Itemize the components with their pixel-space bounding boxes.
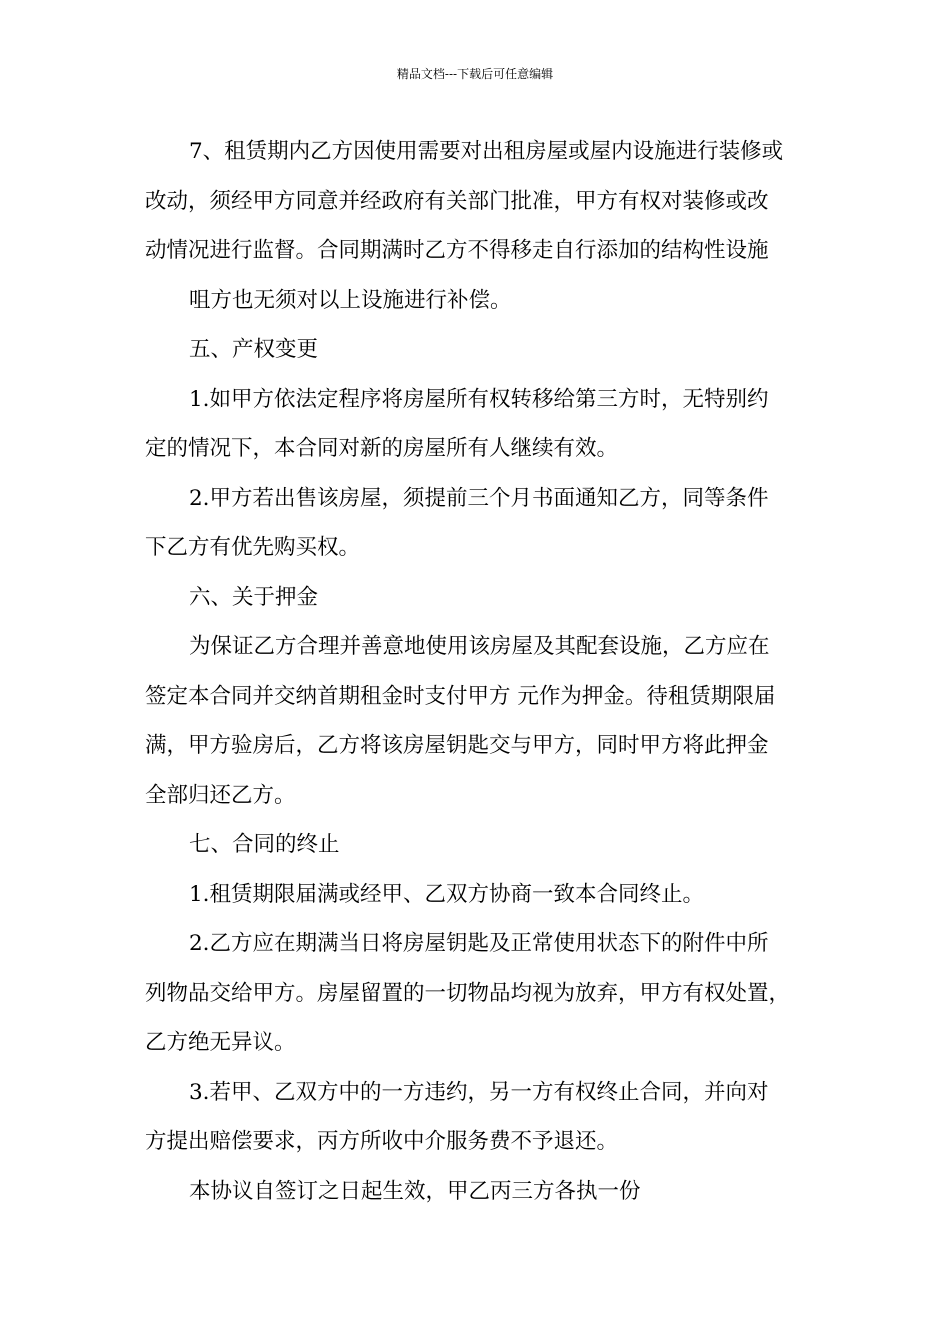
paragraph-line: 2.甲方若出售该房屋，须提前三个月书面通知乙方，同等条件 [189,485,769,511]
paragraph-line: 7、租赁期内乙方因使用需要对出租房屋或屋内设施进行装修或 [189,139,784,164]
paragraph-line: 乙方绝无异议。 [145,1030,296,1055]
paragraph-line: 下乙方有优先购买权。 [145,535,361,560]
section-heading: 五、产权变更 [189,337,319,362]
paragraph-line: 改动，须经甲方同意并经政府有关部门批准，甲方有权对装修或改 [145,188,769,214]
paragraph-line: 全部归还乙方。 [145,782,296,808]
paragraph-line: 方提出赔偿要求，丙方所收中介服务费不予退还。 [145,1129,619,1154]
paragraph-line: 咀方也无须对以上设施进行补偿。 [189,287,512,313]
section-heading: 六、关于押金 [189,584,319,610]
paragraph-line: 1.如甲方依法定程序将房屋所有权转移给第三方时，无特别约 [189,386,769,412]
document-body [145,127,815,1216]
paragraph-line: 本协议自签订之日起生效，甲乙丙三方各执一份 [189,1178,641,1204]
paragraph-line: 定的情况下，本合同对新的房屋所有人继续有效。 [145,436,619,461]
paragraph-line: 签定本合同并交纳首期租金时支付甲方 元作为押金。待租赁期限届 [145,683,776,709]
paragraph-line: 满，甲方验房后，乙方将该房屋钥匙交与甲方，同时甲方将此押金 [145,733,769,758]
paragraph-line: 动情况进行监督。合同期满时乙方不得移走自行添加的结构性设施 [145,238,769,263]
section-heading: 七、合同的终止 [189,832,340,857]
paragraph-line: 3.若甲、乙双方中的一方违约，另一方有权终止合同，并向对 [189,1079,769,1105]
paragraph-line: 为保证乙方合理并善意地使用该房屋及其配套设施，乙方应在 [189,634,770,659]
page-header: 精品文档---下载后可任意编辑 [396,67,554,81]
paragraph-line: 1.租赁期限届满或经甲、乙双方协商一致本合同终止。 [189,881,705,907]
paragraph-line: 2.乙方应在期满当日将房屋钥匙及正常使用状态下的附件中所 [189,931,769,956]
paragraph-line: 列物品交给甲方。房屋留置的一切物品均视为放弃，甲方有权处置， [145,980,791,1006]
